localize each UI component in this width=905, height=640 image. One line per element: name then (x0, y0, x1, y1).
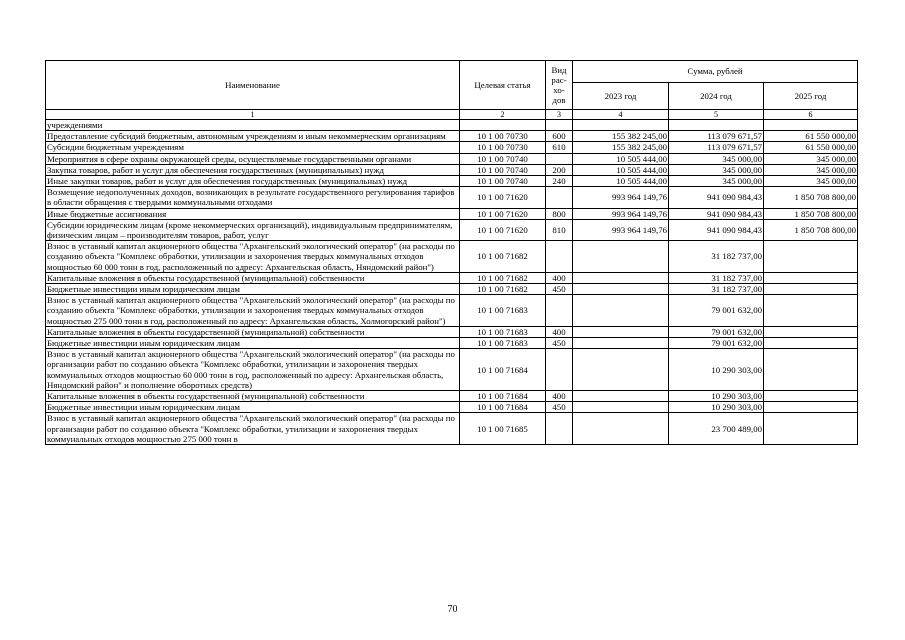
row-vid: 400 (546, 326, 573, 337)
table-row (46, 402, 858, 413)
row-target (460, 120, 546, 131)
row-name: Бюджетные инвестиции иным юридическим лицам (46, 284, 460, 295)
row-sum-2024: 941 090 984,43 (669, 219, 764, 240)
table-row (46, 153, 858, 164)
row-name: Капитальные вложения в объекты государственной (муниципальной) собственности (46, 272, 460, 283)
row-sum-2023 (573, 338, 669, 349)
row-sum-2025: 61 550 000,00 (764, 131, 858, 142)
row-vid: 600 (546, 131, 573, 142)
row-vid: 450 (546, 284, 573, 295)
row-name: Бюджетные инвестиции иным юридическим лицам (46, 402, 460, 413)
row-vid (546, 120, 573, 131)
row-sum-2025 (764, 326, 858, 337)
row-vid: 240 (546, 176, 573, 187)
table-row (46, 241, 858, 273)
colnum-6: 6 (764, 110, 858, 120)
row-sum-2025 (764, 284, 858, 295)
header-2023: 2023 год (573, 83, 669, 110)
row-target: 10 1 00 71682 (460, 241, 546, 273)
row-vid (546, 413, 573, 445)
header-target: Целевая статья (460, 61, 546, 110)
row-sum-2024: 31 182 737,00 (669, 272, 764, 283)
row-sum-2024: 10 290 303,00 (669, 349, 764, 391)
row-sum-2023: 155 382 245,00 (573, 131, 669, 142)
header-2024: 2024 год (669, 83, 764, 110)
row-target: 10 1 00 71682 (460, 284, 546, 295)
row-vid: 800 (546, 208, 573, 219)
row-vid (546, 153, 573, 164)
row-name: Возмещение недополученных доходов, возникающих в результате государственного регулирования тарифов в области обращения с твердыми коммунальными отходами (46, 187, 460, 208)
table-body (46, 120, 858, 445)
row-target: 10 1 00 70730 (460, 142, 546, 153)
row-vid (546, 241, 573, 273)
table-row (46, 142, 858, 153)
row-name: Закупка товаров, работ и услуг для обеспечения государственных (муниципальных) нужд (46, 164, 460, 175)
table-header (46, 61, 858, 120)
row-target: 10 1 00 71683 (460, 338, 546, 349)
row-sum-2025: 1 850 708 800,00 (764, 219, 858, 240)
table-row (46, 187, 858, 208)
row-name: Субсидии бюджетным учреждениям (46, 142, 460, 153)
row-target: 10 1 00 71682 (460, 272, 546, 283)
row-target: 10 1 00 70730 (460, 131, 546, 142)
table-row (46, 272, 858, 283)
row-sum-2023 (573, 349, 669, 391)
row-sum-2024 (669, 120, 764, 131)
row-sum-2024: 79 001 632,00 (669, 326, 764, 337)
row-target: 10 1 00 71683 (460, 295, 546, 327)
row-name: Субсидии юридическим лицам (кроме некоммерческих организаций), индивидуальным предпринимателям, физическим лицам – производителям товаров, работ, услуг (46, 219, 460, 240)
row-sum-2025 (764, 413, 858, 445)
row-sum-2024: 23 700 489,00 (669, 413, 764, 445)
row-sum-2024: 79 001 632,00 (669, 338, 764, 349)
row-name: Взнос в уставный капитал акционерного общества "Архангельский экологический оператор" (на расходы по организации работ по созданию объекта "Комплекс обработки, утилизации и захоронения твердых коммунальных отходов мощностью 60 000 тонн в год, расположенный по адресу: Архангельская область, Няндомский район" и пополнение оборотных средств) (46, 349, 460, 391)
row-vid: 400 (546, 391, 573, 402)
row-sum-2024: 31 182 737,00 (669, 241, 764, 273)
budget-table (45, 60, 858, 445)
row-sum-2023 (573, 284, 669, 295)
row-vid (546, 295, 573, 327)
row-sum-2025: 1 850 708 800,00 (764, 208, 858, 219)
row-sum-2024: 31 182 737,00 (669, 284, 764, 295)
row-sum-2023: 993 964 149,76 (573, 208, 669, 219)
row-sum-2024: 113 079 671,57 (669, 131, 764, 142)
row-name: Бюджетные инвестиции иным юридическим лицам (46, 338, 460, 349)
row-vid: 400 (546, 272, 573, 283)
row-sum-2025 (764, 338, 858, 349)
row-sum-2024: 10 290 303,00 (669, 391, 764, 402)
row-target: 10 1 00 71684 (460, 391, 546, 402)
row-target: 10 1 00 71684 (460, 349, 546, 391)
row-sum-2023: 993 964 149,76 (573, 219, 669, 240)
table-row (46, 208, 858, 219)
header-2025: 2025 год (764, 83, 858, 110)
row-sum-2025 (764, 272, 858, 283)
row-vid: 810 (546, 219, 573, 240)
row-vid: 450 (546, 338, 573, 349)
row-sum-2024: 113 079 671,57 (669, 142, 764, 153)
row-vid: 450 (546, 402, 573, 413)
row-name: учреждениями (46, 120, 460, 131)
row-sum-2024: 79 001 632,00 (669, 295, 764, 327)
table-row (46, 284, 858, 295)
row-sum-2025 (764, 349, 858, 391)
row-sum-2023: 10 505 444,00 (573, 164, 669, 175)
row-sum-2023 (573, 295, 669, 327)
row-vid: 610 (546, 142, 573, 153)
header-name: Наименование (46, 61, 460, 110)
row-sum-2024: 941 090 984,43 (669, 187, 764, 208)
table-row (46, 295, 858, 327)
row-target: 10 1 00 70740 (460, 176, 546, 187)
row-sum-2023: 155 382 245,00 (573, 142, 669, 153)
table-row (46, 120, 858, 131)
table-row (46, 338, 858, 349)
row-sum-2025: 345 000,00 (764, 153, 858, 164)
row-sum-2023: 993 964 149,76 (573, 187, 669, 208)
row-sum-2025 (764, 391, 858, 402)
row-name: Капитальные вложения в объекты государственной (муниципальной) собственности (46, 391, 460, 402)
row-sum-2024: 345 000,00 (669, 176, 764, 187)
row-sum-2023: 10 505 444,00 (573, 153, 669, 164)
row-sum-2025 (764, 295, 858, 327)
row-name: Мероприятия в сфере охраны окружающей среды, осуществляемые государственными органами (46, 153, 460, 164)
row-sum-2025 (764, 241, 858, 273)
colnum-5: 5 (669, 110, 764, 120)
table-row (46, 326, 858, 337)
row-target: 10 1 00 70740 (460, 153, 546, 164)
row-target: 10 1 00 70740 (460, 164, 546, 175)
row-sum-2023 (573, 241, 669, 273)
row-sum-2023 (573, 413, 669, 445)
row-sum-2023 (573, 402, 669, 413)
row-sum-2025: 345 000,00 (764, 164, 858, 175)
row-sum-2025 (764, 402, 858, 413)
row-sum-2025 (764, 120, 858, 131)
row-target: 10 1 00 71620 (460, 219, 546, 240)
row-name: Капитальные вложения в объекты государственной (муниципальной) собственности (46, 326, 460, 337)
colnum-4: 4 (573, 110, 669, 120)
table-row (46, 349, 858, 391)
row-sum-2025: 61 550 000,00 (764, 142, 858, 153)
table-row (46, 391, 858, 402)
row-sum-2024: 345 000,00 (669, 164, 764, 175)
row-sum-2023 (573, 120, 669, 131)
page-number: 70 (447, 604, 458, 615)
row-name: Иные бюджетные ассигнования (46, 208, 460, 219)
row-target: 10 1 00 71620 (460, 187, 546, 208)
row-sum-2024: 10 290 303,00 (669, 402, 764, 413)
row-target: 10 1 00 71685 (460, 413, 546, 445)
row-sum-2023 (573, 272, 669, 283)
row-sum-2023: 10 505 444,00 (573, 176, 669, 187)
row-sum-2024: 941 090 984,43 (669, 208, 764, 219)
row-target: 10 1 00 71683 (460, 326, 546, 337)
row-sum-2025: 1 850 708 800,00 (764, 187, 858, 208)
table-row (46, 131, 858, 142)
row-sum-2023 (573, 391, 669, 402)
row-vid: 200 (546, 164, 573, 175)
table-row (46, 413, 858, 445)
colnum-2: 2 (460, 110, 546, 120)
table-row (46, 176, 858, 187)
table-row (46, 219, 858, 240)
colnum-3: 3 (546, 110, 573, 120)
row-name: Иные закупки товаров, работ и услуг для обеспечения государственных (муниципальных) нужд (46, 176, 460, 187)
row-name: Взнос в уставный капитал акционерного общества "Архангельский экологический оператор" (на расходы по организации работ по созданию объекта "Комплекс обработки, утилизации и захоронения твердых коммунальных отходов мощностью 275 000 тонн в (46, 413, 460, 445)
header-vid: Вид рас-хо-дов (546, 61, 573, 110)
row-name: Взнос в уставный капитал акционерного общества "Архангельский экологический оператор" (на расходы по созданию объекта "Комплекс обработки, утилизации и захоронения твердых коммунальных отходов мощностью 275 000 тонн в год, расположенный по адресу: Архангельская область, Холмогорский район") (46, 295, 460, 327)
row-target: 10 1 00 71620 (460, 208, 546, 219)
row-sum-2023 (573, 326, 669, 337)
row-sum-2025: 345 000,00 (764, 176, 858, 187)
table-row (46, 164, 858, 175)
row-vid (546, 187, 573, 208)
column-number-row (46, 110, 858, 120)
colnum-1: 1 (46, 110, 460, 120)
row-sum-2024: 345 000,00 (669, 153, 764, 164)
header-sum: Сумма, рублей (573, 61, 858, 83)
row-name: Предоставление субсидий бюджетным, автономным учреждениям и иным некоммерческим организациям (46, 131, 460, 142)
row-vid (546, 349, 573, 391)
row-target: 10 1 00 71684 (460, 402, 546, 413)
row-name: Взнос в уставный капитал акционерного общества "Архангельский экологический оператор" (на расходы по созданию объекта "Комплекс обработки, утилизации и захоронения твердых коммунальных отходов мощностью 60 000 тонн в год, расположенный по адресу: Архангельская область, Няндомский район") (46, 241, 460, 273)
